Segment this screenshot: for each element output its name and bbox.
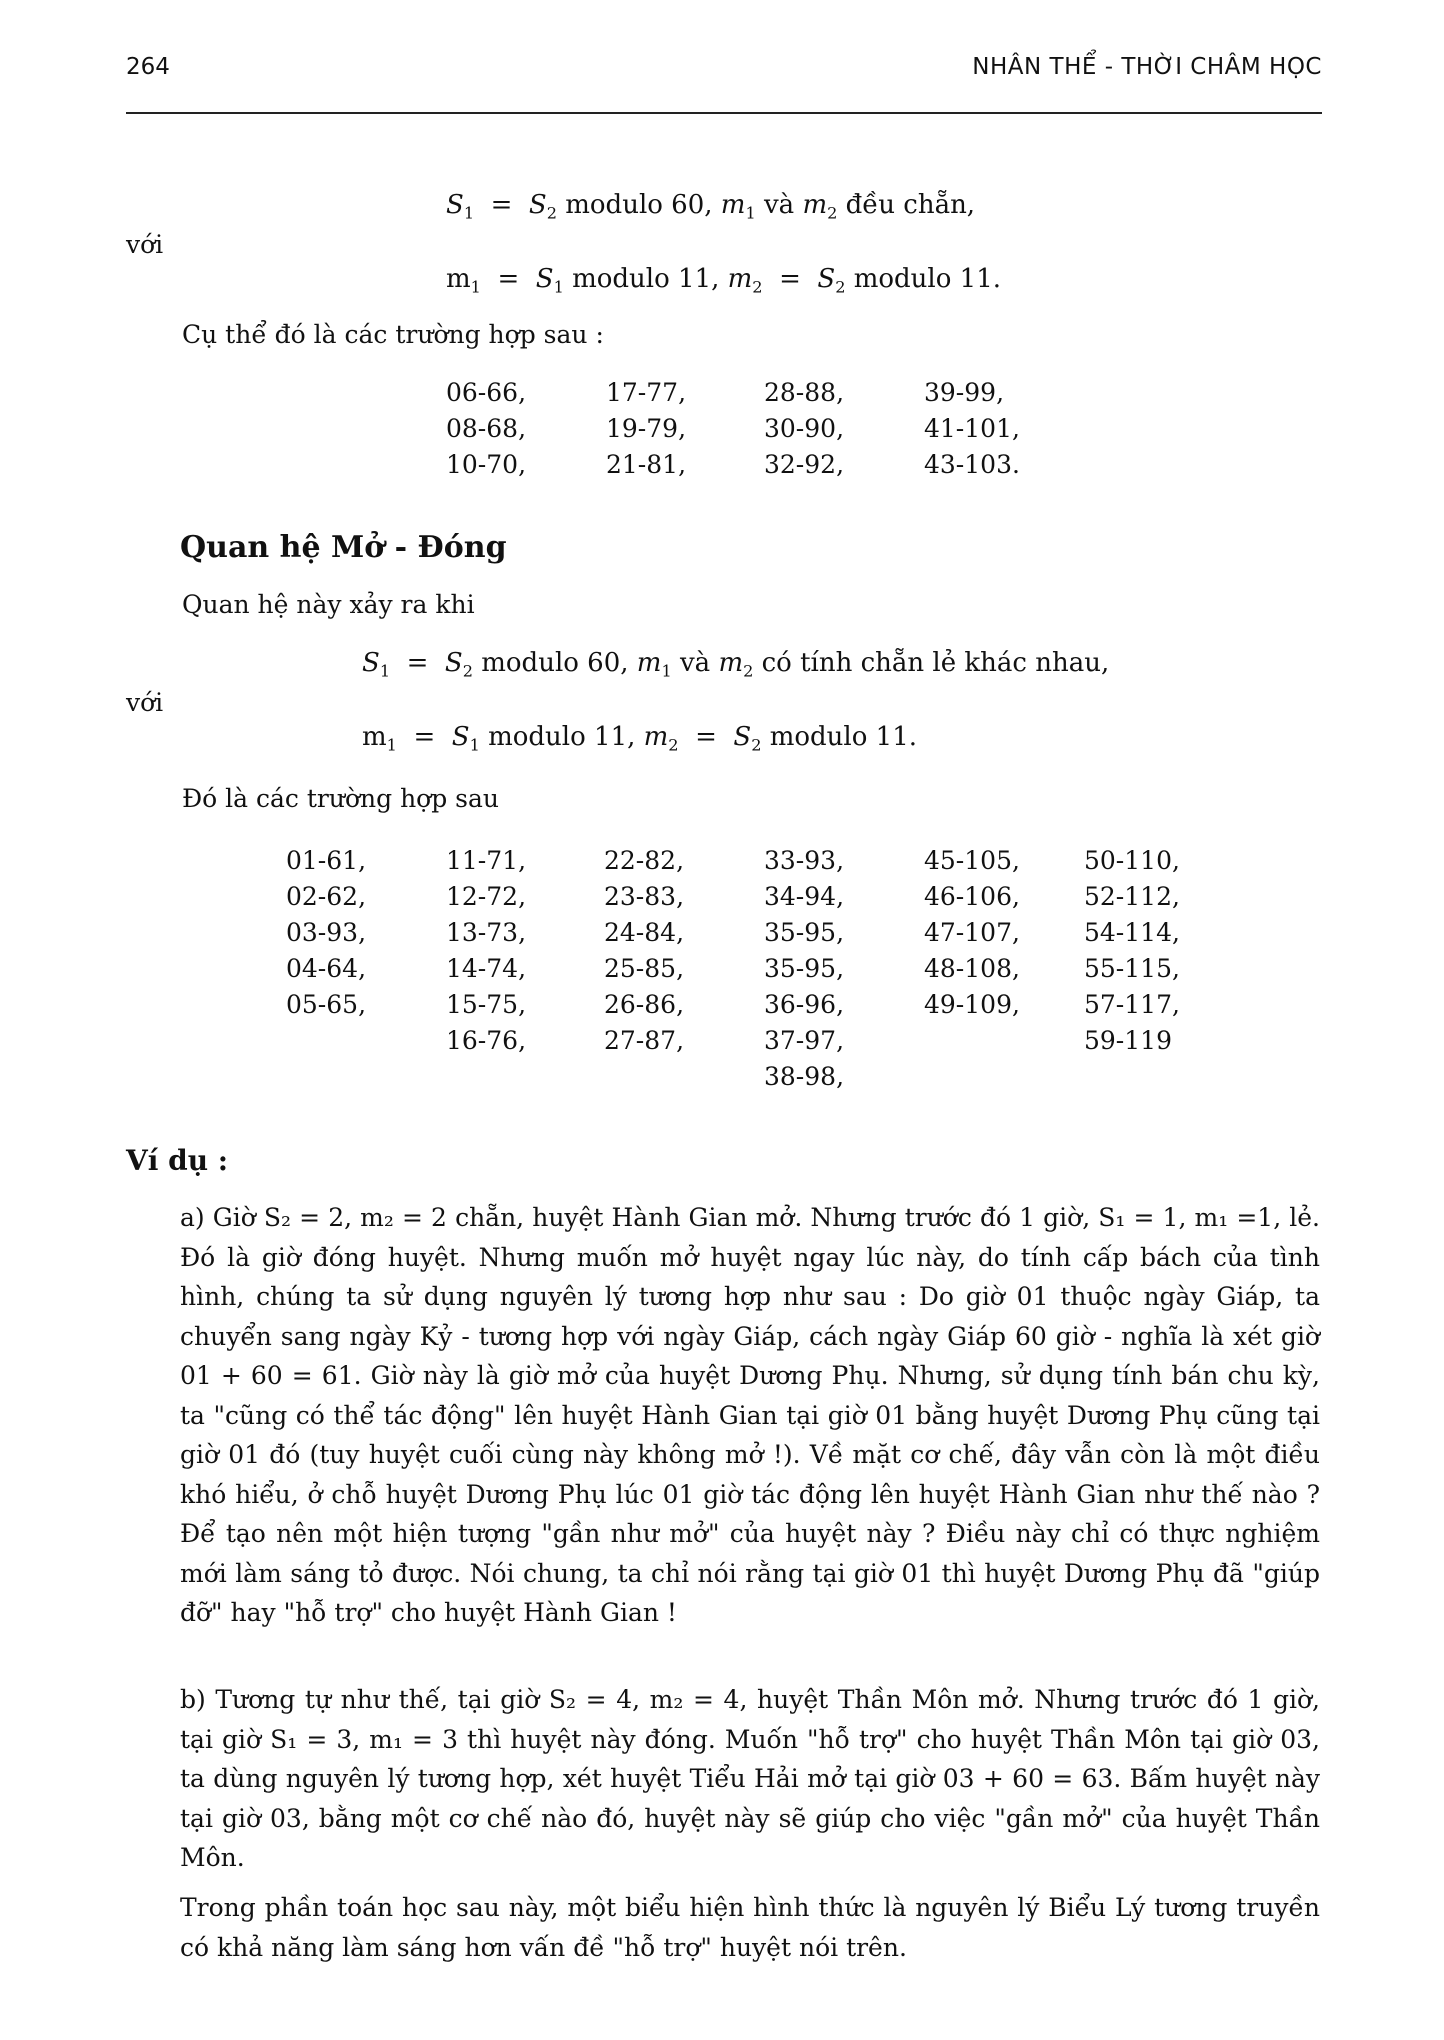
case-cell: 17-77,	[606, 378, 687, 407]
case-cell: 43-103.	[924, 450, 1020, 479]
case-cell: 25-85,	[604, 954, 685, 983]
case-cell: 55-115,	[1084, 954, 1180, 983]
case-cell: 28-88,	[764, 378, 845, 407]
case-cell: 57-117,	[1084, 990, 1180, 1019]
sec3-heading: Ví dụ :	[126, 1144, 229, 1177]
case-cell: 21-81,	[606, 450, 687, 479]
case-cell: 45-105,	[924, 846, 1020, 875]
case-cell: 14-74,	[446, 954, 527, 983]
page-number: 264	[126, 54, 170, 80]
case-cell: 36-96,	[764, 990, 845, 1019]
case-cell: 54-114,	[1084, 918, 1180, 947]
sec2-formula-1: $S_1 = S_2$ modulo 60, $m_1$ và $m_2$ có tính chẵn lẻ khác nhau,	[362, 648, 1110, 681]
header-rule	[126, 112, 1322, 114]
case-cell: 32-92,	[764, 450, 845, 479]
case-cell: 15-75,	[446, 990, 527, 1019]
closing-paragraph: Trong phần toán học sau này, một biểu hiện hình thức là nguyên lý Biểu Lý tương truyền có khả năng làm sáng hơn vấn đề "hỗ trợ" huyệt nói trên.	[180, 1893, 1320, 1962]
running-title: NHÂN THỂ - THỜI CHÂM HỌC	[972, 54, 1322, 80]
sec2-formula-2: $m_1 = S_1$ modulo 11, $m_2 = S_2$ modulo 11.	[362, 722, 918, 755]
case-cell: 10-70,	[446, 450, 527, 479]
case-cell: 35-95,	[764, 954, 845, 983]
sec2-intro: Quan hệ này xảy ra khi	[182, 590, 475, 619]
case-cell: 01-61,	[286, 846, 367, 875]
case-cell: 24-84,	[604, 918, 685, 947]
case-cell: 59-119	[1084, 1026, 1172, 1055]
case-cell: 06-66,	[446, 378, 527, 407]
sec2-heading: Quan hệ Mở - Đóng	[180, 530, 507, 565]
case-cell: 49-109,	[924, 990, 1020, 1019]
sec1-with-label: với	[126, 230, 164, 259]
case-cell: 38-98,	[764, 1062, 845, 1091]
example-a-paragraph: a) Giờ S₂ = 2, m₂ = 2 chẵn, huyệt Hành Gian mở. Nhưng trước đó 1 giờ, S₁ = 1, m₁ =1, lẻ. Đó là giờ đóng huyệt. Nhưng muốn mở huyệt ngay lúc này, do tính cấp bách của tình hình, chúng ta sử dụng nguyên lý tương hợp như sau : Do giờ 01 thuộc ngày Giáp, ta chuyển sang ngày Kỷ - tương hợp với ngày Giáp, cách ngày Giáp 60 giờ - nghĩa là xét giờ 01 + 60 = 61. Giờ này là giờ mở của huyệt Dương Phụ. Nhưng, sử dụng tính bán chu kỳ, ta "cũng có thể tác động" lên huyệt Hành Gian tại giờ 01 bằng huyệt Dương Phụ cũng tại giờ 01 đó (tuy huyệt cuối cùng này không mở !). Về mặt cơ chế, đây vẫn còn là một điều khó hiểu, ở chỗ huyệt Dương Phụ lúc 01 giờ tác động lên huyệt Hành Gian như thế nào ? Để tạo nên một hiện tượng "gần như mở" của huyệt này ? Điều này chỉ có thực nghiệm mới làm sáng tỏ được. Nói chung, ta chỉ nói rằng tại giờ 01 thì huyệt Dương Phụ đã "giúp đỡ" hay "hỗ trợ" cho huyệt Hành Gian !	[180, 1203, 1320, 1627]
sec2-with-label: với	[126, 688, 164, 717]
case-cell: 11-71,	[446, 846, 527, 875]
sec2-cases-intro: Đó là các trường hợp sau	[182, 784, 500, 813]
case-cell: 33-93,	[764, 846, 845, 875]
example-b-paragraph: b) Tương tự như thế, tại giờ S₂ = 4, m₂ = 4, huyệt Thần Môn mở. Nhưng trước đó 1 giờ, tại giờ S₁ = 3, m₁ = 3 thì huyệt này đóng. Muốn "hỗ trợ" cho huyệt Thần Môn tại giờ 03, ta dùng nguyên lý tương hợp, xét huyệt Tiểu Hải mở tại giờ 03 + 60 = 63. Bấm huyệt này tại giờ 03, bằng một cơ chế nào đó, huyệt này sẽ giúp cho việc "gần mở" của huyệt Thần Môn.	[180, 1685, 1320, 1872]
case-cell: 34-94,	[764, 882, 845, 911]
case-cell: 23-83,	[604, 882, 685, 911]
case-cell: 52-112,	[1084, 882, 1180, 911]
case-cell: 46-106,	[924, 882, 1020, 911]
case-cell: 13-73,	[446, 918, 527, 947]
case-cell: 08-68,	[446, 414, 527, 443]
case-cell: 22-82,	[604, 846, 685, 875]
case-cell: 41-101,	[924, 414, 1020, 443]
case-cell: 02-62,	[286, 882, 367, 911]
case-cell: 26-86,	[604, 990, 685, 1019]
case-cell: 37-97,	[764, 1026, 845, 1055]
case-cell: 48-108,	[924, 954, 1020, 983]
case-cell: 12-72,	[446, 882, 527, 911]
case-cell: 35-95,	[764, 918, 845, 947]
case-cell: 47-107,	[924, 918, 1020, 947]
case-cell: 30-90,	[764, 414, 845, 443]
case-cell: 03-93,	[286, 918, 367, 947]
case-cell: 39-99,	[924, 378, 1005, 407]
case-cell: 05-65,	[286, 990, 367, 1019]
case-cell: 50-110,	[1084, 846, 1180, 875]
sec1-formula-1: $S_1 = S_2$ modulo 60, $m_1$ và $m_2$ đều chẵn,	[446, 190, 976, 223]
case-cell: 19-79,	[606, 414, 687, 443]
case-cell: 16-76,	[446, 1026, 527, 1055]
case-cell: 27-87,	[604, 1026, 685, 1055]
sec1-formula-2: $m_1 = S_1$ modulo 11, $m_2 = S_2$ modulo 11.	[446, 264, 1002, 297]
case-cell: 04-64,	[286, 954, 367, 983]
sec1-intro: Cụ thể đó là các trường hợp sau :	[182, 320, 604, 349]
